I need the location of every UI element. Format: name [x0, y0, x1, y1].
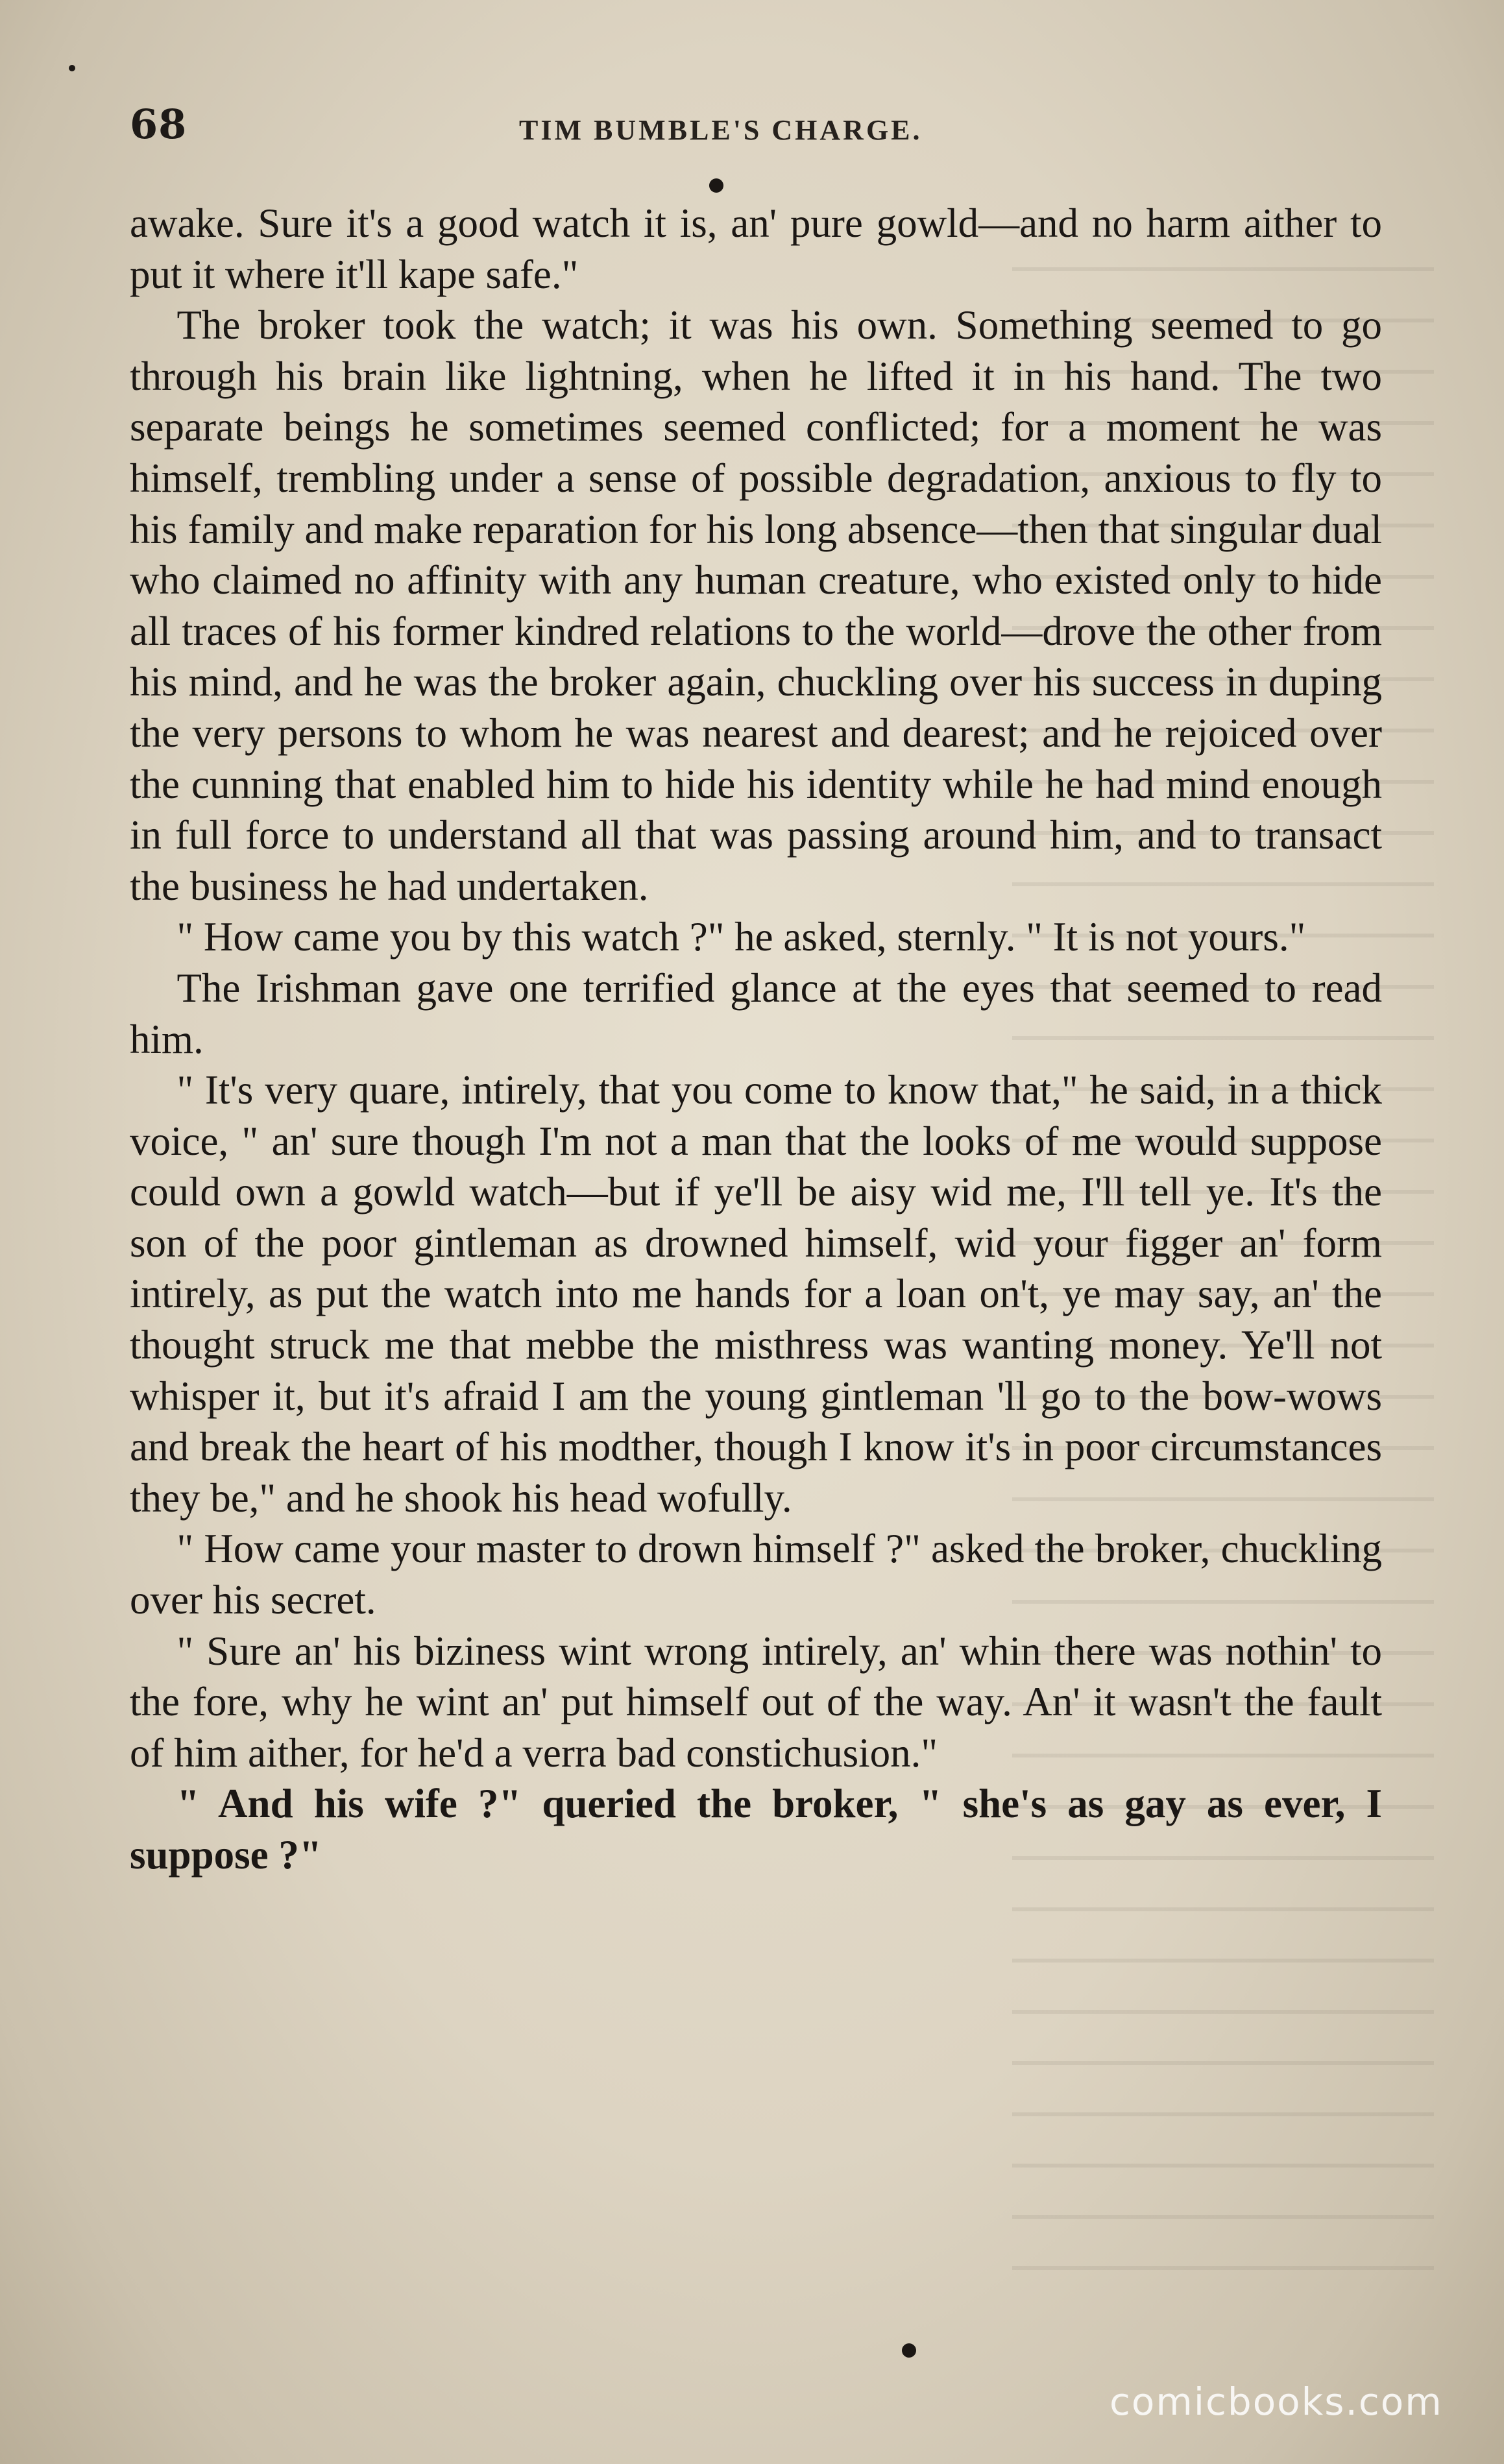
- page-number: 68: [130, 101, 188, 148]
- paragraph: " And his wife ?" queried the broker, " she's as gay as ever, I suppose ?": [130, 1781, 1382, 1878]
- page-header: [130, 101, 1389, 152]
- paragraph: awake. Sure it's a good watch it is, an' pure gowld—and no harm aither to put it where it'll kape safe.": [130, 200, 1382, 297]
- ink-speck: [69, 65, 75, 71]
- paragraph: The broker took the watch; it was his own. Something seemed to go through his brain like lightning, when he lifted it in his hand. The two separate beings he sometimes seemed conflicted; for a moment he was himself, trembling under a sense of possible degradation, anxious to fly to his family and make reparation for his long absence—then that singular dual who claimed no affinity with any human creature, who existed only to hide all traces of his former kindred relations to the world—drove the other from his mind, and he was the broker again, chuckling over his success in duping the very persons to whom he was nearest and dearest; and he rejoiced over the cunning that enabled him to hide his identity while he had mind enough in full force to understand all that was passing around him, and to transact the business he had undertaken.: [130, 302, 1382, 909]
- paragraph: " It's very quare, intirely, that you come to know that," he said, in a thick voice, " an' sure though I'm not a man that the looks of me would suppose could own a gowld watch—but if ye'll be aisy wid me, I'll tell ye. It's the son of the poor gintleman as drowned himself, wid your figger an' form intirely, as put the watch into me hands for a loan on't, ye may say, an' the thought struck me that mebbe the misthress was wanting money. Ye'll not whisper it, but it's afraid I am the young gintleman 'll go to the bow-wows and break the heart of his modther, though I know it's in poor circumstances they be," and he shook his head wofully.: [130, 1067, 1382, 1521]
- watermark: comicbooks.com: [1110, 2380, 1443, 2424]
- paragraph: " Sure an' his biziness wint wrong intirely, an' whin there was nothin' to the fore, why he wint an' put himself out of the way. An' it wasn't the fault of him aither, for he'd a verra bad constichusion.": [130, 1628, 1382, 1776]
- body-text: [130, 198, 1382, 1881]
- paragraph: " How came you by this watch ?" he asked, sternly. " It is not yours.": [176, 914, 1306, 960]
- running-title: TIM BUMBLE'S CHARGE.: [519, 114, 923, 146]
- ink-speck: [709, 178, 723, 193]
- paragraph: The Irishman gave one terrified glance at the eyes that seemed to read him.: [130, 965, 1382, 1062]
- ink-speck: [902, 2343, 916, 2358]
- paragraph: " How came your master to drown himself ?" asked the broker, chuckling over his secret.: [130, 1526, 1382, 1623]
